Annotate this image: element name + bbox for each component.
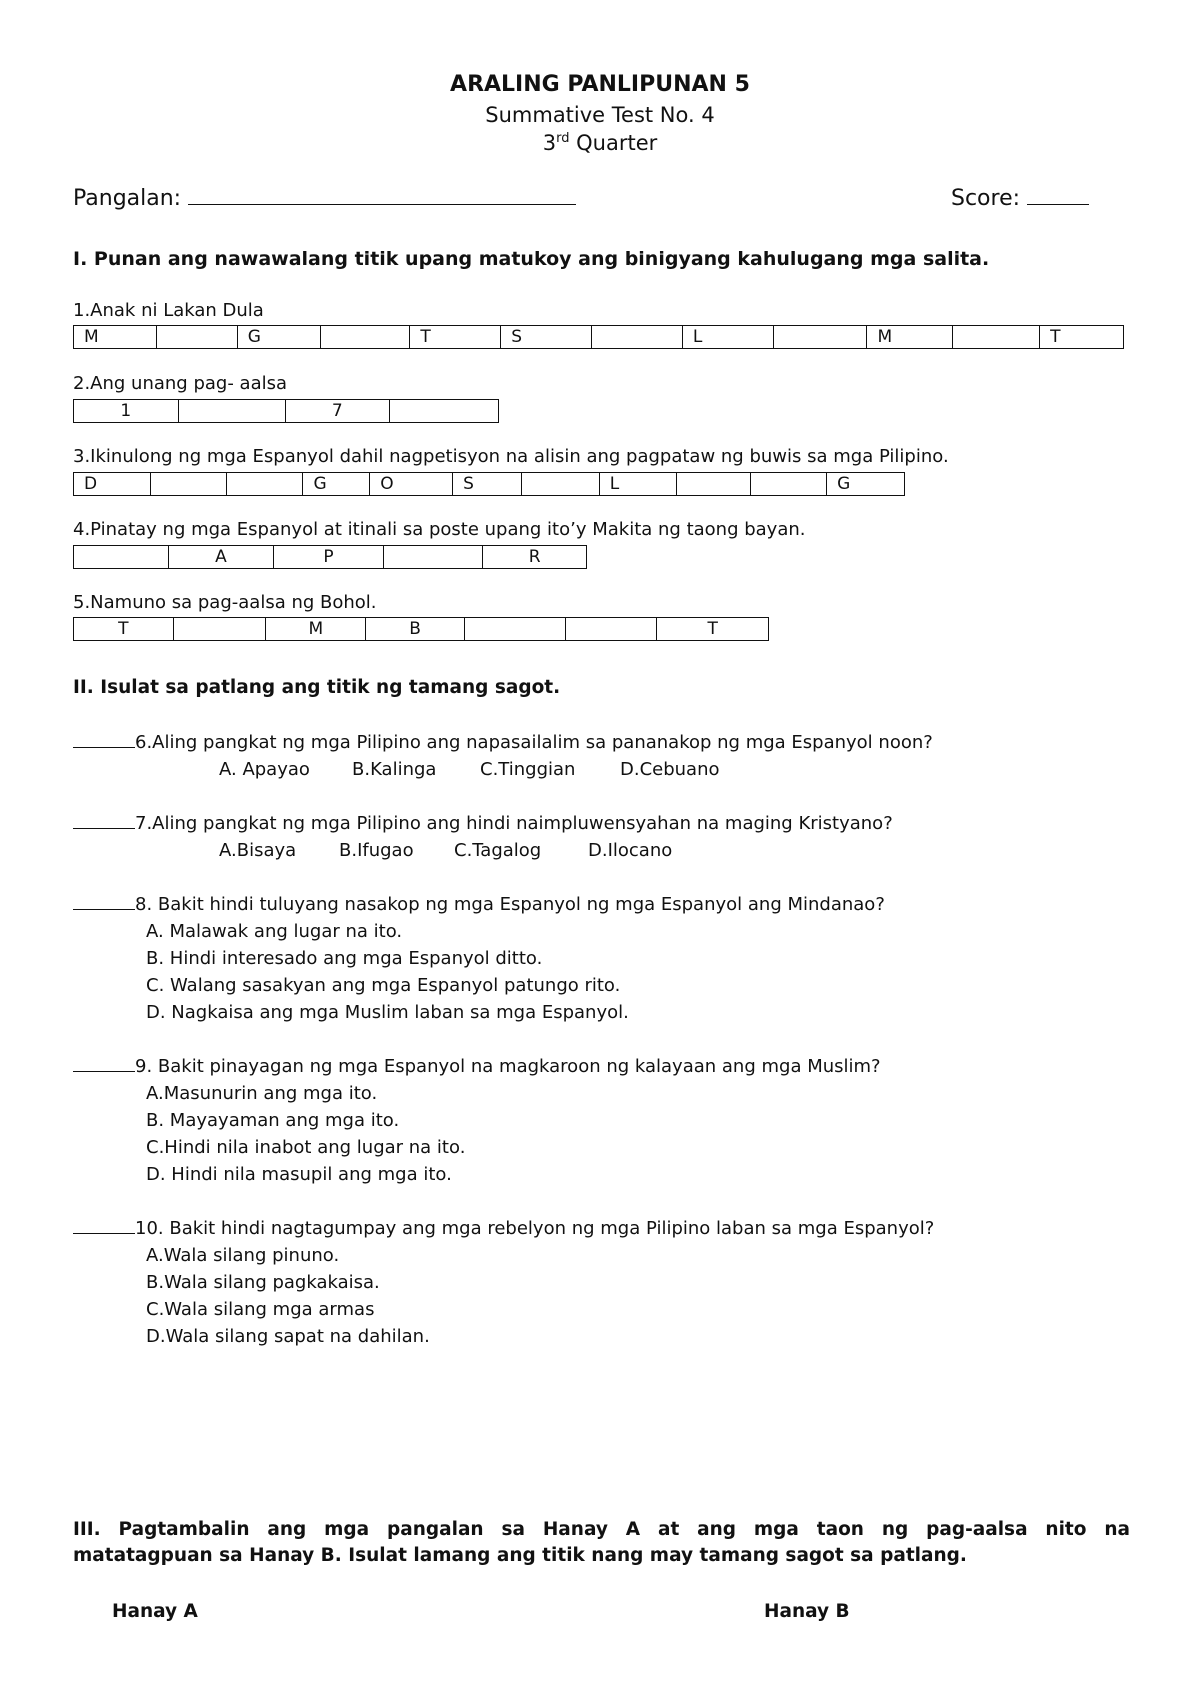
letter-cell[interactable]: L — [600, 473, 677, 495]
letter-cell[interactable] — [151, 473, 227, 495]
option: A.Masunurin ang mga ito. — [146, 1083, 378, 1104]
option: A. Apayao — [219, 759, 310, 780]
question-text: 7.Aling pangkat ng mga Pilipino ang hindi naimpluwensyahan na maging Kristyano? — [135, 813, 893, 834]
name-field — [73, 186, 576, 211]
letter-cell[interactable]: P — [274, 546, 384, 568]
letter-cell[interactable] — [592, 326, 683, 348]
section1-heading — [73, 248, 989, 270]
letter-cell[interactable] — [774, 326, 868, 348]
letter-cell[interactable] — [157, 326, 238, 348]
question-8 — [73, 894, 885, 915]
letter-cell[interactable]: 1 — [74, 400, 179, 422]
section2-heading: II. Isulat sa patlang ang titik ng tamang sagot. — [73, 677, 561, 698]
option: D. Nagkaisa ang mga Muslim laban sa mga Espanyol. — [146, 1002, 629, 1023]
section3-heading-line1: III. Pagtambalin ang mga pangalan sa Hanay A at ang mga taon ng pag-aalsa nito na — [73, 1519, 1130, 1540]
name-blank[interactable] — [188, 204, 576, 205]
column-a-heading: Hanay A — [112, 1601, 198, 1622]
score-field — [951, 186, 1089, 211]
letter-cell[interactable]: M — [266, 618, 366, 640]
option: D. Hindi nila masupil ang mga ito. — [146, 1164, 452, 1185]
item3-prompt: 3.Ikinulong ng mga Espanyol dahil nagpetisyon na alisin ang pagpataw ng buwis sa mga Pilipino. — [73, 446, 949, 467]
option: D.Cebuano — [620, 759, 720, 780]
letter-cell[interactable] — [179, 400, 287, 422]
letter-cell[interactable]: T — [1050, 327, 1061, 347]
letter-cell[interactable]: M — [74, 326, 157, 348]
section1-number: I. — [73, 248, 88, 270]
option: C.Tinggian — [480, 759, 576, 780]
quarter-suffix: rd — [556, 131, 570, 146]
item1-letter-grid — [73, 325, 1124, 349]
item5-letter-grid — [73, 617, 769, 641]
letter-cell[interactable]: T — [74, 618, 174, 640]
question-7-options — [219, 840, 672, 861]
letter-cell[interactable] — [677, 473, 752, 495]
name-label: Pangalan: — [73, 186, 182, 211]
question-6 — [73, 732, 933, 753]
option: C. Walang sasakyan ang mga Espanyol patungo rito. — [146, 975, 621, 996]
option: C.Hindi nila inabot ang lugar na ito. — [146, 1137, 466, 1158]
page-title: ARALING PANLIPUNAN 5 — [450, 72, 750, 97]
column-b-heading: Hanay B — [764, 1601, 850, 1622]
letter-cell[interactable] — [953, 326, 1040, 348]
question-9 — [73, 1056, 881, 1077]
letter-cell[interactable] — [390, 400, 498, 422]
answer-blank[interactable] — [73, 1071, 135, 1072]
quarter-label — [0, 131, 1200, 155]
section3-heading-line2: matatagpuan sa Hanay B. Isulat lamang ang titik nang may tamang sagot sa patlang. — [73, 1545, 967, 1566]
quarter-word: Quarter — [576, 131, 658, 155]
letter-cell[interactable] — [227, 473, 304, 495]
section1-instruction: Punan ang nawawalang titik upang matukoy ang binigyang kahulugang mga salita. — [93, 248, 990, 270]
letter-cell[interactable]: L — [683, 326, 774, 348]
option: A. Malawak ang lugar na ito. — [146, 921, 403, 942]
letter-cell[interactable]: T — [707, 619, 718, 639]
question-7 — [73, 813, 893, 834]
option: B. Mayayaman ang mga ito. — [146, 1110, 400, 1131]
question-text: 9. Bakit pinayagan ng mga Espanyol na magkaroon ng kalayaan ang mga Muslim? — [135, 1056, 881, 1077]
letter-cell[interactable] — [566, 618, 658, 640]
letter-cell[interactable]: D — [74, 473, 151, 495]
item2-letter-grid — [73, 399, 499, 423]
item5-prompt: 5.Namuno sa pag-aalsa ng Bohol. — [73, 592, 377, 613]
letter-cell[interactable]: S — [453, 473, 522, 495]
question-text: 8. Bakit hindi tuluyang nasakop ng mga Espanyol ng mga Espanyol ang Mindanao? — [135, 894, 885, 915]
page-subtitle: Summative Test No. 4 — [485, 103, 715, 127]
item4-letter-grid — [73, 545, 587, 569]
letter-cell[interactable] — [522, 473, 600, 495]
answer-blank[interactable] — [73, 747, 135, 748]
letter-cell[interactable]: O — [370, 473, 453, 495]
answer-blank[interactable] — [73, 909, 135, 910]
option: B.Kalinga — [352, 759, 437, 780]
item1-prompt: 1.Anak ni Lakan Dula — [73, 300, 264, 321]
letter-cell[interactable] — [751, 473, 827, 495]
option: A.Bisaya — [219, 840, 297, 861]
option: C.Wala silang mga armas — [146, 1299, 375, 1320]
letter-cell[interactable] — [384, 546, 484, 568]
letter-cell[interactable]: G — [238, 326, 321, 348]
letter-cell[interactable]: G — [837, 474, 851, 494]
question-6-options — [219, 759, 720, 780]
option: B. Hindi interesado ang mga Espanyol ditto. — [146, 948, 543, 969]
letter-cell[interactable]: G — [303, 473, 370, 495]
letter-cell[interactable]: T — [410, 326, 501, 348]
option: B.Wala silang pagkakaisa. — [146, 1272, 380, 1293]
question-text: 10. Bakit hindi nagtagumpay ang mga rebelyon ng mga Pilipino laban sa mga Espanyol? — [135, 1218, 935, 1239]
option: D.Ilocano — [588, 840, 673, 861]
option: B.Ifugao — [339, 840, 414, 861]
quarter-number: 3 — [542, 131, 557, 155]
item2-prompt: 2.Ang unang pag- aalsa — [73, 373, 288, 394]
letter-cell[interactable]: S — [501, 326, 592, 348]
letter-cell[interactable]: B — [366, 618, 465, 640]
answer-blank[interactable] — [73, 1233, 135, 1234]
score-blank[interactable] — [1027, 204, 1089, 205]
letter-cell[interactable]: 7 — [286, 400, 390, 422]
letter-cell[interactable]: R — [528, 547, 541, 567]
question-text: 6.Aling pangkat ng mga Pilipino ang napasailalim sa pananakop ng mga Espanyol noon? — [135, 732, 933, 753]
item3-letter-grid — [73, 472, 905, 496]
item4-prompt: 4.Pinatay ng mga Espanyol at itinali sa poste upang ito’y Makita ng taong bayan. — [73, 519, 806, 540]
letter-cell[interactable]: M — [867, 326, 953, 348]
option: C.Tagalog — [454, 840, 542, 861]
letter-cell[interactable] — [174, 618, 267, 640]
option: A.Wala silang pinuno. — [146, 1245, 340, 1266]
question-10 — [73, 1218, 934, 1239]
score-label: Score: — [951, 186, 1021, 211]
letter-cell[interactable] — [321, 326, 411, 348]
letter-cell[interactable] — [74, 546, 169, 568]
answer-blank[interactable] — [73, 828, 135, 829]
letter-cell[interactable] — [465, 618, 566, 640]
letter-cell[interactable]: A — [169, 546, 275, 568]
option: D.Wala silang sapat na dahilan. — [146, 1326, 430, 1347]
